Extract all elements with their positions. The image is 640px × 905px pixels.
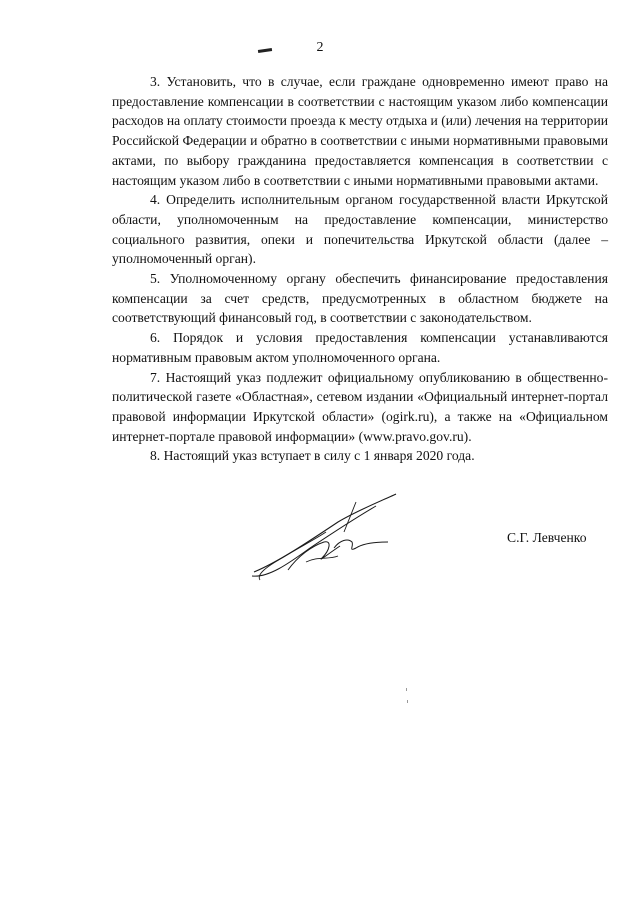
paragraph-3: 3. Установить, что в случае, если граждане одновременно имеют право на предоставление компенсации в соответствии с настоящим указом либо компенсации расходов на оплату стоимости проезда к месту отдыха и (или) лечения на территории Российской Федерации и обратно в соответствии с иными нормативными правовыми актами, по выбору гражданина предоставляется компенсация в соответствии с настоящим указом либо в соответствии с иными нормативными правовыми актами.	[112, 74, 608, 188]
signer-name: С.Г. Левченко	[507, 530, 587, 545]
paragraph-5: 5. Уполномоченному органу обеспечить финансирование предоставления компенсации за счет средств, предусмотренных в областном бюджете на соответствующий финансовый год, в соответствии с законодательством.	[112, 271, 608, 326]
scan-speck	[406, 688, 407, 691]
document-body	[112, 72, 608, 466]
paragraph-4: 4. Определить исполнительным органом государственной власти Иркутской области, уполномоченным на предоставление компенсации, министерство социального развития, опеки и попечительства Иркутской области (далее – уполномоченный орган).	[112, 192, 608, 267]
paragraph-6: 6. Порядок и условия предоставления компенсации устанавливаются нормативным правовым актом уполномоченного органа.	[112, 330, 608, 365]
paragraph-7: 7. Настоящий указ подлежит официальному опубликованию в общественно-политической газете «Областная», сетевом издании «Официальный интернет-портал правовой информации Иркутской области» (ogirk.ru), а также на «Официальном интернет-портале правовой информации» (www.pravo.gov.ru).	[112, 369, 608, 444]
page-number: 2	[316, 40, 324, 55]
paragraph-8: 8. Настоящий указ вступает в силу с 1 января 2020 года.	[150, 448, 475, 464]
scan-speck	[407, 700, 408, 703]
handwritten-signature	[248, 492, 408, 592]
